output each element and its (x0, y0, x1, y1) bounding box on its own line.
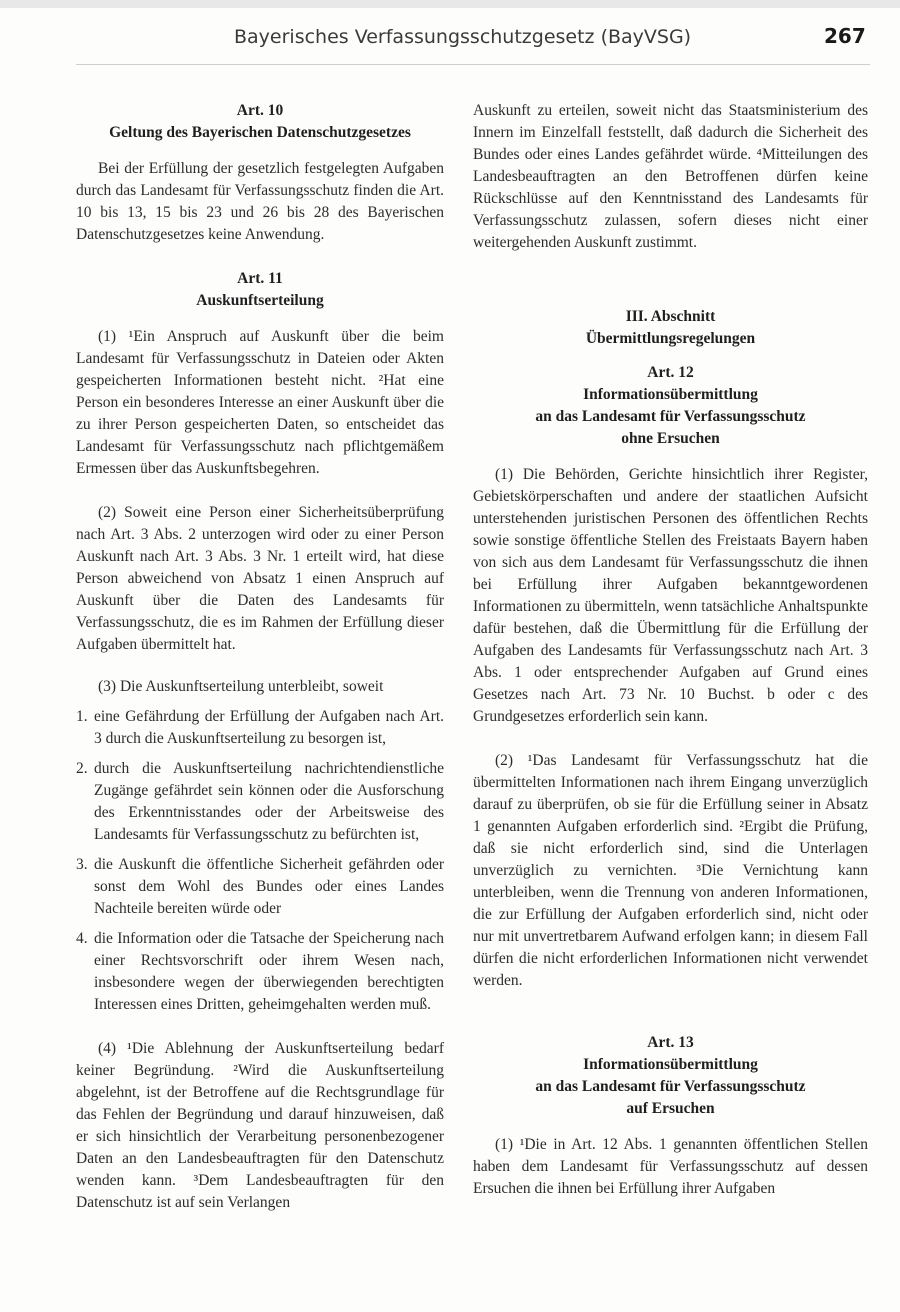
list-item-text: eine Gefährdung der Erfüllung der Aufgaben nach Art. 3 durch die Auskunftserteilung zu besorgen ist, (94, 708, 444, 747)
list-item (76, 706, 444, 750)
art10-title: Geltung des Bayerischen Datenschutzgesetzes (109, 124, 411, 141)
art11-paragraph-2: (2) Soweit eine Person einer Sicherheitsüberprüfung nach Art. 3 Abs. 2 unterzogen wird oder zu einer Person Auskunft nach Art. 3 Abs. 3 Nr. 1 erteilt wird, hat diese Person abweichend von Absatz 1 einen Anspruch auf Auskunft über die Daten des Landesamts für Verfassungsschutz, die es im Rahmen der Erfüllung dieser Aufgaben übermittelt hat. (76, 504, 444, 653)
art12-number: Art. 12 (647, 364, 694, 381)
art12-title-line-1: Informationsübermittlung (583, 386, 758, 403)
list-item-number: 4. (76, 930, 88, 947)
art13-number: Art. 13 (647, 1034, 694, 1051)
list-item (76, 758, 444, 846)
art13-title-line-1: Informationsübermittlung (583, 1056, 758, 1073)
list-item (76, 854, 444, 920)
section-number: III. Abschnitt (625, 308, 716, 325)
list-item (76, 928, 444, 1016)
art11-paragraph-3: (3) Die Auskunftserteilung unterbleibt, soweit (98, 678, 384, 695)
art13-title-line-3: auf Ersuchen (626, 1100, 715, 1117)
list-item-number: 3. (76, 856, 88, 873)
header-bar (0, 0, 900, 8)
list-item-text: durch die Auskunftserteilung nachrichtendienstliche Zugänge gefährdet sein können oder die Ausforschung des Erkenntnisstandes oder der Arbeitsweise des Landesamts für Verfassungsschutz zu befürchten ist, (94, 760, 444, 843)
right-column (473, 100, 868, 1200)
section-title: Übermittlungsregelungen (585, 330, 756, 347)
art11-title: Auskunftserteilung (196, 292, 324, 309)
art13-title-line-2: an das Landesamt für Verfassungsschutz (535, 1078, 806, 1095)
art10-text: Bei der Erfüllung der gesetzlich festgelegten Aufgaben durch das Landesamt für Verfassungsschutz finden die Art. 10 bis 13, 15 bis 23 und 26 bis 28 des Bayerischen Datenschutzgesetzes keine Anwendung. (76, 160, 444, 243)
art11-continuation: Auskunft zu erteilen, soweit nicht das Staatsministerium des Innern im Einzelfall feststellt, daß dadurch die Sicherheit des Bundes oder eines Landes gefährdet würde. ⁴Mitteilungen des Landesbeauftragten an den Betroffenen dürfen keine Rückschlüsse auf den Kenntnisstand des Landesamts für Verfassungsschutz zulassen, sofern dieses nicht einer weitergehenden Auskunft zustimmt. (473, 102, 868, 251)
art11-paragraph-1: (1) ¹Ein Anspruch auf Auskunft über die beim Landesamt für Verfassungsschutz in Dateien oder Akten gespeicherten Informationen besteht nicht. ²Hat eine Person ein besonderes Interesse an einer Auskunft über die zu ihrer Person gespeicherten Daten, so entscheidet das Landesamt für Verfassungsschutz nach pflichtgemäßem Ermessen über das Auskunftsbegehren. (76, 328, 444, 477)
art10-number: Art. 10 (236, 102, 284, 119)
header-rule (76, 64, 870, 65)
page-number: 267 (824, 24, 866, 48)
list-item-number: 1. (76, 708, 88, 725)
art11-paragraph-4: (4) ¹Die Ablehnung der Auskunftserteilung bedarf keiner Begründung. ²Wird die Auskunftserteilung abgelehnt, ist der Betroffene auf die Rechtsgrundlage für das Fehlen der Begründung und darauf hinzuweisen, daß er sich hinsichtlich der Verarbeitung personenbezogener Daten an den Landesbeauftragten für den Datenschutz wenden kann. ³Dem Landesbeauftragten für den Datenschutz ist auf sein Verlangen (76, 1040, 444, 1211)
art12-paragraph-1: (1) Die Behörden, Gerichte hinsichtlich ihrer Register, Gebietskörperschaften und andere der staatlichen Aufsicht unterstehenden juristischen Personen des öffentlichen Rechts sowie sonstige öffentliche Stellen des Freistaats Bayern haben von sich aus dem Landesamt für Verfassungsschutz die ihnen bei Erfüllung ihrer Aufgaben bekanntgewordenen Informationen zu übermitteln, wenn tatsächliche Anhaltspunkte dafür bestehen, daß die Übermittlung für die Erfüllung der Aufgaben des Landesamts für Verfassungsschutz nach Art. 3 Abs. 1 oder entsprechender Aufgaben auf Grund eines Gesetzes nach Art. 73 Nr. 10 Buchst. b oder c des Grundgesetzes erforderlich sein kann. (473, 466, 868, 725)
art13-paragraph-1: (1) ¹Die in Art. 12 Abs. 1 genannten öffentlichen Stellen haben dem Landesamt für Verfassungsschutz auf dessen Ersuchen die ihnen bei Erfüllung ihrer Aufgaben (473, 1136, 868, 1197)
running-title: Bayerisches Verfassungsschutzgesetz (BayVSG) (234, 26, 692, 48)
list-item-text: die Auskunft die öffentliche Sicherheit gefährden oder sonst dem Wohl des Bundes oder eines Landes Nachteile bereiten würde oder (94, 856, 444, 917)
list-item-number: 2. (76, 760, 88, 777)
list-item-text: die Information oder die Tatsache der Speicherung nach einer Rechtsvorschrift oder ihrem Wesen nach, insbesondere wegen der überwiegenden berechtigten Interessen eines Dritten, geheimgehalten werden muß. (94, 930, 444, 1013)
art11-number: Art. 11 (237, 270, 283, 287)
art12-title-line-2: an das Landesamt für Verfassungsschutz (535, 408, 806, 425)
left-column (76, 100, 444, 1214)
art12-paragraph-2: (2) ¹Das Landesamt für Verfassungsschutz hat die übermittelten Informationen nach ihrem Eingang unverzüglich darauf zu überprüfen, ob sie für die Erfüllung seiner in Absatz 1 genannten Aufgaben erforderlich sind. ²Ergibt die Prüfung, daß sie nicht erforderlich sind, sind die Unterlagen unverzüglich zu vernichten. ³Die Vernichtung kann unterbleiben, wenn die Trennung von anderen Informationen, die zur Erfüllung der Aufgaben erforderlich sind, nicht oder nur mit unvertretbarem Aufwand erfolgen kann; in diesem Fall dürfen die nicht erforderlichen Informationen nicht verwendet werden. (473, 752, 868, 989)
art12-title-line-3: ohne Ersuchen (621, 430, 720, 447)
